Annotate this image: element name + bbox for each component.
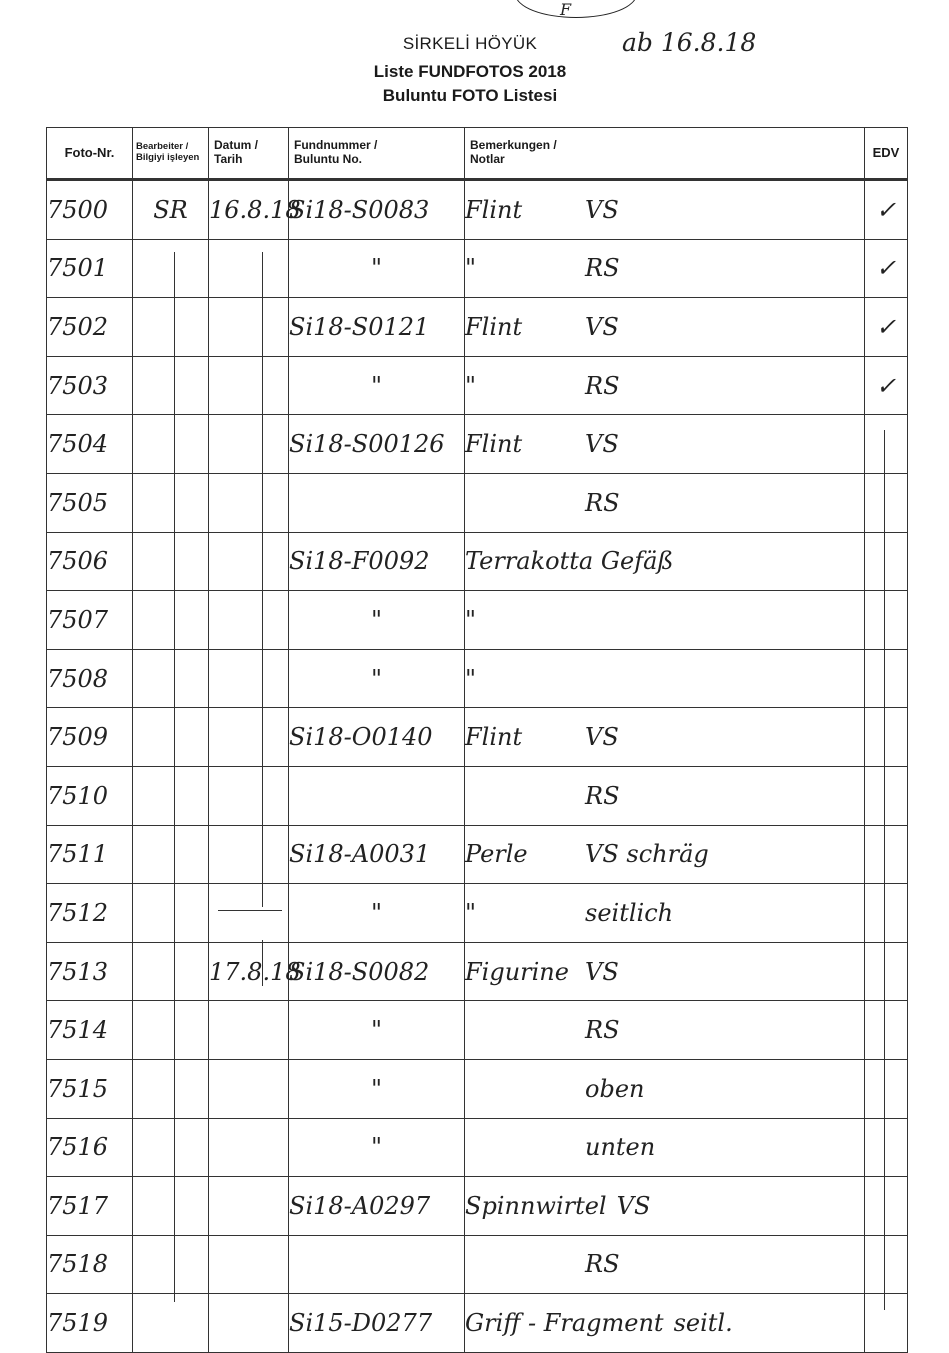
col-header-datum: Datum / Tarih	[209, 128, 289, 180]
fundnummer-cell	[289, 356, 465, 415]
edv-continuation-line	[884, 430, 885, 1310]
datum-cell	[209, 356, 289, 415]
col-header-bearbeiter: Bearbeiter / Bilgiyi işleyen	[133, 128, 209, 180]
fundnummer-cell-text: "	[370, 664, 383, 693]
edv-check-cell	[865, 708, 908, 767]
foto-number	[47, 649, 133, 708]
table-row	[47, 1177, 908, 1236]
bearbeiter-cell	[133, 766, 209, 825]
edv-check-cell-text: ✓	[875, 312, 897, 341]
foto-number-text: 7504	[47, 430, 109, 459]
bemerkung-view-text: unten	[585, 1133, 656, 1162]
bemerkung-main-text: Flint	[465, 195, 523, 224]
bemerkung-view-text: VS	[585, 312, 619, 341]
foto-number-text: 7501	[47, 254, 109, 283]
bemerkung-view-text: VS schräg	[585, 840, 709, 869]
edv-check-cell-text: ✓	[875, 254, 897, 283]
foto-number	[47, 473, 133, 532]
datum-cell	[209, 1118, 289, 1177]
fundnummer-cell-text: "	[370, 254, 383, 283]
fundnummer-cell	[289, 180, 465, 240]
fundnummer-cell	[289, 942, 465, 1001]
foto-number-text: 7508	[47, 664, 109, 693]
datum-cell	[209, 473, 289, 532]
bemerkungen-cell	[465, 649, 865, 708]
fundnummer-cell-text: Si18-A0031	[289, 840, 431, 869]
fundnummer-cell	[289, 1235, 465, 1294]
datum-cell	[209, 942, 301, 1001]
foto-number-text: 7515	[47, 1074, 109, 1103]
bearbeiter-cell	[133, 1001, 209, 1060]
bearbeiter-cell	[133, 1235, 209, 1294]
table-row	[47, 825, 908, 884]
bemerkung-view-text: RS	[585, 1016, 620, 1045]
table-row	[47, 1294, 908, 1353]
edv-check-cell	[865, 1294, 908, 1353]
edv-check-cell	[865, 239, 908, 298]
bemerkung-main-text: Griff - Fragment	[465, 1309, 664, 1338]
bemerkungen-cell	[465, 1177, 865, 1236]
bemerkungen-cell	[465, 1001, 865, 1060]
foto-number-text: 7507	[47, 605, 109, 634]
edv-check-cell	[865, 1177, 908, 1236]
fundnummer-cell	[289, 825, 465, 884]
fundnummer-cell-text: Si18-S0082	[289, 957, 430, 986]
edv-check-cell	[865, 1235, 908, 1294]
edv-check-cell	[865, 649, 908, 708]
edv-check-cell	[865, 180, 908, 240]
bemerkungen-cell	[465, 1235, 865, 1294]
edv-check-cell-text: ✓	[875, 195, 897, 224]
bemerkungen-cell	[465, 884, 865, 943]
fundnummer-cell	[289, 415, 465, 474]
fundnummer-cell	[289, 473, 465, 532]
site-name: SİRKELİ HÖYÜK	[402, 34, 538, 53]
handwritten-start-date: ab 16.8.18	[622, 28, 757, 57]
fundnummer-cell-text: "	[370, 1074, 383, 1103]
bearbeiter-cell	[133, 180, 209, 240]
bearbeiter-continuation-line	[174, 252, 175, 1302]
bemerkung-main-text: Terrakotta Gefäß	[465, 547, 674, 576]
foto-number	[47, 942, 133, 1001]
bemerkung-view-text: seitl.	[673, 1309, 733, 1338]
bemerkung-main-text: Flint	[465, 430, 523, 459]
datum-cell	[209, 1177, 289, 1236]
fundnummer-cell	[289, 649, 465, 708]
foto-number-text: 7505	[47, 488, 109, 517]
table-row	[47, 766, 908, 825]
bemerkungen-cell	[465, 532, 865, 591]
col-header-foto: Foto-Nr.	[47, 128, 133, 180]
bemerkung-main-text: Flint	[465, 723, 523, 752]
bearbeiter-cell	[133, 356, 209, 415]
edv-check-cell	[865, 473, 908, 532]
corner-letter-mark: F	[560, 0, 572, 19]
datum-cell-text: 16.8.18	[209, 195, 301, 224]
foto-number-text: 7512	[47, 898, 109, 927]
bemerkung-view-text: VS	[585, 957, 619, 986]
fundnummer-cell-text: Si18-F0092	[289, 547, 430, 576]
datum-cell	[209, 825, 289, 884]
list-title-german: Liste FUNDFOTOS 2018	[373, 62, 567, 81]
bemerkung-view-text: seitlich	[585, 898, 674, 927]
bemerkungen-cell	[465, 473, 865, 532]
fundnummer-cell	[289, 1059, 465, 1118]
bemerkung-view-text: RS	[585, 1250, 620, 1279]
bearbeiter-cell	[133, 942, 209, 1001]
bemerkung-main-text: "	[465, 605, 477, 634]
foto-number-text: 7514	[47, 1016, 109, 1045]
foto-number	[47, 415, 133, 474]
col-header-edv: EDV	[865, 128, 908, 180]
datum-cell	[209, 1294, 289, 1353]
list-title-turkish: Buluntu FOTO Listesi	[382, 86, 558, 105]
bearbeiter-cell-text: SR	[153, 195, 188, 224]
bearbeiter-cell	[133, 239, 209, 298]
edv-check-cell	[865, 825, 908, 884]
datum-continuation-line-lower	[262, 940, 263, 986]
datum-cell	[209, 1235, 289, 1294]
table-row	[47, 356, 908, 415]
datum-cell	[209, 180, 301, 240]
fundnummer-cell	[289, 708, 465, 767]
datum-continuation-line-upper	[262, 252, 263, 907]
col-header-bemerkungen: Bemerkungen / Notlar	[465, 128, 865, 180]
datum-cell	[209, 591, 289, 650]
bemerkung-view-text: RS	[585, 781, 620, 810]
bemerkung-main-text: Flint	[465, 312, 523, 341]
edv-check-cell	[865, 766, 908, 825]
bemerkung-view-text: RS	[585, 254, 620, 283]
foto-number	[47, 884, 133, 943]
bemerkungen-cell	[465, 1059, 865, 1118]
edv-check-cell-text: ✓	[875, 371, 897, 400]
datum-cell-text: 17.8.18	[209, 957, 301, 986]
bearbeiter-cell	[133, 298, 209, 357]
table-row	[47, 298, 908, 357]
foto-number	[47, 1001, 133, 1060]
fundnummer-cell-text: "	[370, 371, 383, 400]
foto-number-text: 7518	[47, 1250, 109, 1279]
edv-check-cell	[865, 1118, 908, 1177]
bemerkungen-cell	[465, 1118, 865, 1177]
fundnummer-cell	[289, 1177, 465, 1236]
bemerkungen-cell	[465, 766, 865, 825]
foto-number-text: 7510	[47, 781, 109, 810]
table-row	[47, 532, 908, 591]
bemerkung-view-text: VS	[585, 195, 619, 224]
datum-cell	[209, 1001, 289, 1060]
edv-check-cell	[865, 532, 908, 591]
bearbeiter-cell	[133, 825, 209, 884]
fundnummer-cell-text: Si18-S0083	[289, 195, 430, 224]
edv-check-cell	[865, 356, 908, 415]
bemerkung-main-text: "	[465, 898, 477, 927]
edv-check-cell	[865, 415, 908, 474]
fundnummer-cell-text: "	[370, 1016, 383, 1045]
bemerkungen-cell	[465, 298, 865, 357]
bemerkung-main-text: "	[465, 664, 477, 693]
edv-check-cell	[865, 591, 908, 650]
edv-check-cell	[865, 298, 908, 357]
datum-end-stroke	[218, 910, 282, 911]
bearbeiter-cell	[133, 591, 209, 650]
table-row	[47, 884, 908, 943]
bearbeiter-cell	[133, 1059, 209, 1118]
foto-number	[47, 1235, 133, 1294]
bemerkungen-cell	[465, 708, 865, 767]
col-header-fundnummer: Fundnummer / Buluntu No.	[289, 128, 465, 180]
fundnummer-cell-text: Si18-O0140	[289, 723, 433, 752]
table-row	[47, 473, 908, 532]
datum-cell	[209, 884, 289, 943]
bearbeiter-cell	[133, 1118, 209, 1177]
datum-cell	[209, 532, 289, 591]
table-row	[47, 1001, 908, 1060]
datum-cell	[209, 766, 289, 825]
bemerkungen-cell	[465, 180, 865, 240]
bemerkungen-cell	[465, 415, 865, 474]
table-row	[47, 1118, 908, 1177]
foto-number-text: 7503	[47, 371, 109, 400]
table-row	[47, 239, 908, 298]
edv-check-cell	[865, 942, 908, 1001]
table-row	[47, 942, 908, 1001]
datum-cell	[209, 1059, 289, 1118]
fundnummer-cell	[289, 1118, 465, 1177]
foto-number	[47, 356, 133, 415]
bemerkung-main-text: Figurine	[465, 957, 569, 986]
fundnummer-cell	[289, 766, 465, 825]
table-row	[47, 1235, 908, 1294]
foto-number	[47, 532, 133, 591]
edv-check-cell	[865, 1059, 908, 1118]
bemerkungen-cell	[465, 239, 865, 298]
foto-number	[47, 1059, 133, 1118]
foto-number-text: 7502	[47, 312, 109, 341]
bemerkung-view-text: VS	[585, 723, 619, 752]
foto-number-text: 7511	[47, 840, 109, 869]
bemerkungen-cell	[465, 591, 865, 650]
datum-cell	[209, 649, 289, 708]
bemerkungen-cell	[465, 942, 865, 1001]
fundnummer-cell	[289, 298, 465, 357]
fundnummer-cell-text: Si18-S0121	[289, 312, 430, 341]
table-row	[47, 180, 908, 240]
table-row	[47, 708, 908, 767]
fundnummer-cell-text: Si18-S00126	[289, 430, 445, 459]
bemerkung-main-text: Perle	[465, 840, 528, 869]
bemerkung-view-text: VS	[616, 1191, 651, 1220]
bemerkungen-cell	[465, 825, 865, 884]
foto-number-text: 7500	[47, 195, 109, 224]
bemerkung-main-text: Spinnwirtel	[465, 1191, 607, 1220]
bemerkung-main-text: "	[465, 371, 477, 400]
foto-number-text: 7519	[47, 1309, 109, 1338]
bearbeiter-cell	[133, 473, 209, 532]
foto-number	[47, 298, 133, 357]
fundnummer-cell-text: "	[370, 605, 383, 634]
bemerkung-view-text: RS	[585, 371, 620, 400]
table-header-row	[47, 128, 908, 180]
foto-number	[47, 1118, 133, 1177]
bearbeiter-cell	[133, 649, 209, 708]
bemerkung-main-text: "	[465, 254, 477, 283]
foto-number-text: 7516	[47, 1133, 109, 1162]
fundnummer-cell	[289, 239, 465, 298]
bearbeiter-cell	[133, 884, 209, 943]
bearbeiter-cell	[133, 415, 209, 474]
datum-cell	[209, 415, 289, 474]
edv-check-cell	[865, 1001, 908, 1060]
table-row	[47, 1059, 908, 1118]
fundnummer-cell	[289, 884, 465, 943]
fundnummer-cell	[289, 1294, 465, 1353]
bearbeiter-cell	[133, 1294, 209, 1353]
foto-number	[47, 180, 133, 240]
fundnummer-cell-text: Si18-A0297	[289, 1191, 431, 1220]
bemerkung-view-text: VS	[585, 430, 619, 459]
foto-number-text: 7509	[47, 723, 109, 752]
fundnummer-cell	[289, 591, 465, 650]
foto-number	[47, 591, 133, 650]
fundnummer-cell-text: "	[370, 898, 383, 927]
foto-number	[47, 1294, 133, 1353]
fundnummer-cell-text: "	[370, 1133, 383, 1162]
foto-number-text: 7513	[47, 957, 109, 986]
foto-number-text: 7517	[47, 1191, 109, 1220]
fundnummer-cell	[289, 532, 465, 591]
foto-number	[47, 766, 133, 825]
bemerkung-view-text: RS	[585, 488, 620, 517]
table-row	[47, 649, 908, 708]
datum-cell	[209, 708, 289, 767]
bemerkungen-cell	[465, 356, 865, 415]
bearbeiter-cell	[133, 1177, 209, 1236]
foto-number	[47, 825, 133, 884]
datum-cell	[209, 239, 289, 298]
foto-number	[47, 708, 133, 767]
photo-log-table	[46, 127, 908, 1353]
foto-number-text: 7506	[47, 547, 109, 576]
bemerkung-view-text: oben	[585, 1074, 645, 1103]
bemerkungen-cell	[465, 1294, 865, 1353]
bearbeiter-cell	[133, 532, 209, 591]
corner-circle-mark	[515, 0, 637, 18]
foto-number	[47, 1177, 133, 1236]
table-row	[47, 415, 908, 474]
foto-number	[47, 239, 133, 298]
fundnummer-cell-text: Si15-D0277	[289, 1309, 433, 1338]
table-row	[47, 591, 908, 650]
edv-check-cell	[865, 884, 908, 943]
bearbeiter-cell	[133, 708, 209, 767]
datum-cell	[209, 298, 289, 357]
fundnummer-cell	[289, 1001, 465, 1060]
